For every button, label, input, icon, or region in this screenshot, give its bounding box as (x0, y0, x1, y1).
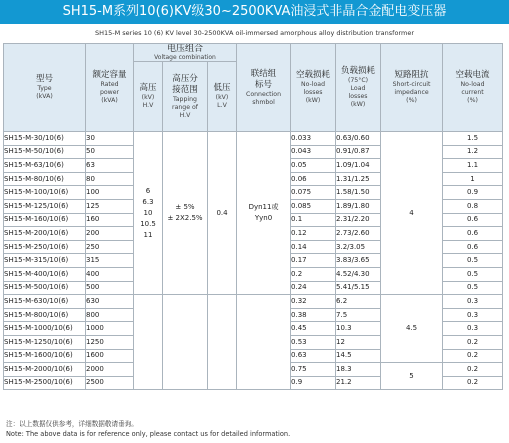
cell-power: 125 (86, 199, 134, 213)
cell-noload-loss: 0.9 (291, 376, 336, 390)
tap-blank (163, 295, 208, 390)
cell-model: SH15-M-200/10(6) (4, 227, 86, 241)
cell-noload-current: 0.3 (443, 308, 503, 322)
cell-power: 315 (86, 254, 134, 268)
table-row (4, 132, 503, 146)
cell-noload-current: 1.5 (443, 132, 503, 146)
cell-load-loss: 3.83/3.65 (336, 254, 381, 268)
cell-noload-loss: 0.24 (291, 281, 336, 295)
cell-noload-current: 0.5 (443, 254, 503, 268)
cell-load-loss: 5.41/5.15 (336, 281, 381, 295)
connection-symbol: Dyn11或 Yyn0 (237, 132, 291, 295)
cell-load-loss: 21.2 (336, 376, 381, 390)
cell-power: 2000 (86, 363, 134, 377)
cell-noload-loss: 0.05 (291, 159, 336, 173)
cell-noload-loss: 0.033 (291, 132, 336, 146)
cell-load-loss: 6.2 (336, 295, 381, 309)
cell-load-loss: 10.3 (336, 322, 381, 336)
cell-power: 800 (86, 308, 134, 322)
cell-power: 30 (86, 132, 134, 146)
cell-model: SH15-M-315/10(6) (4, 254, 86, 268)
cell-model: SH15-M-160/10(6) (4, 213, 86, 227)
cell-noload-current: 0.5 (443, 281, 503, 295)
cell-noload-current: 0.5 (443, 267, 503, 281)
cell-noload-current: 0.2 (443, 376, 503, 390)
cell-model: SH15-M-250/10(6) (4, 240, 86, 254)
cell-model: SH15-M-500/10(6) (4, 281, 86, 295)
cell-noload-loss: 0.14 (291, 240, 336, 254)
cell-load-loss: 1.09/1.04 (336, 159, 381, 173)
cell-power: 160 (86, 213, 134, 227)
hv-values: 6 6.3 10 10.5 11 (134, 132, 163, 295)
cell-load-loss: 4.52/4.30 (336, 267, 381, 281)
cell-load-loss: 1.89/1.80 (336, 199, 381, 213)
footnote (6, 419, 506, 439)
cell-model: SH15-M-800/10(6) (4, 308, 86, 322)
cell-noload-loss: 0.45 (291, 322, 336, 336)
cell-noload-current: 0.2 (443, 349, 503, 363)
cell-noload-current: 1 (443, 172, 503, 186)
table-row (4, 295, 503, 309)
cell-model: SH15-M-1000/10(6) (4, 322, 86, 336)
cell-load-loss: 1.58/1.50 (336, 186, 381, 200)
cell-model: SH15-M-2500/10(6) (4, 376, 86, 390)
lv-blank (208, 295, 237, 390)
cell-noload-current: 0.3 (443, 322, 503, 336)
col-header-load-loss: 负载损耗 (75°C) Load losses (kW) (336, 44, 381, 132)
col-header-hv: 高压 (kV) H.V (134, 62, 163, 132)
cell-noload-loss: 0.17 (291, 254, 336, 268)
cell-noload-current: 0.2 (443, 335, 503, 349)
footnote-en: Note: The above data is for reference only, please contact us for detailed information. (6, 430, 291, 438)
tap-range-values: ± 5% ± 2X2.5% (163, 132, 208, 295)
cell-noload-current: 0.6 (443, 227, 503, 241)
cell-noload-current: 0.6 (443, 213, 503, 227)
col-header-connection: 联结组 标号 Connection shmbol (237, 44, 291, 132)
cell-load-loss: 18.3 (336, 363, 381, 377)
cell-power: 63 (86, 159, 134, 173)
cell-model: SH15-M-1250/10(6) (4, 335, 86, 349)
cell-model: SH15-M-63/10(6) (4, 159, 86, 173)
cell-model: SH15-M-125/10(6) (4, 199, 86, 213)
cell-power: 1000 (86, 322, 134, 336)
connection-blank (237, 295, 291, 390)
cell-power: 630 (86, 295, 134, 309)
cell-noload-current: 0.2 (443, 363, 503, 377)
cell-noload-current: 0.3 (443, 295, 503, 309)
cell-noload-current: 0.9 (443, 186, 503, 200)
cell-noload-loss: 0.1 (291, 213, 336, 227)
cell-noload-loss: 0.2 (291, 267, 336, 281)
spec-table-body (4, 132, 503, 390)
cell-model: SH15-M-400/10(6) (4, 267, 86, 281)
cell-power: 80 (86, 172, 134, 186)
cell-power: 50 (86, 145, 134, 159)
cell-power: 1600 (86, 349, 134, 363)
impedance-group-b: 4.5 (381, 295, 443, 363)
cell-load-loss: 2.73/2.60 (336, 227, 381, 241)
lv-value: 0.4 (208, 132, 237, 295)
cell-model: SH15-M-80/10(6) (4, 172, 86, 186)
page-title: SH15-M系列10(6)KV级30~2500KVA油浸式非晶合金配电变压器 (0, 0, 509, 24)
cell-noload-loss: 0.085 (291, 199, 336, 213)
hv-blank (134, 295, 163, 390)
cell-load-loss: 7.5 (336, 308, 381, 322)
cell-power: 500 (86, 281, 134, 295)
impedance-group-a: 4 (381, 132, 443, 295)
cell-noload-current: 0.6 (443, 240, 503, 254)
spec-table (3, 43, 503, 390)
cell-model: SH15-M-30/10(6) (4, 132, 86, 146)
cell-power: 200 (86, 227, 134, 241)
cell-noload-loss: 0.63 (291, 349, 336, 363)
cell-model: SH15-M-2000/10(6) (4, 363, 86, 377)
col-header-power: 额定容量 Rated power (kVA) (86, 44, 134, 132)
col-header-lv: 低压 (kV) L.V (208, 62, 237, 132)
cell-noload-loss: 0.075 (291, 186, 336, 200)
cell-load-loss: 14.5 (336, 349, 381, 363)
cell-noload-loss: 0.75 (291, 363, 336, 377)
cell-noload-loss: 0.043 (291, 145, 336, 159)
cell-noload-loss: 0.38 (291, 308, 336, 322)
col-header-voltage-group: 电压组合 Voltage combination (134, 44, 237, 62)
cell-power: 100 (86, 186, 134, 200)
cell-noload-current: 0.8 (443, 199, 503, 213)
cell-load-loss: 0.63/0.60 (336, 132, 381, 146)
cell-noload-loss: 0.32 (291, 295, 336, 309)
cell-load-loss: 12 (336, 335, 381, 349)
cell-load-loss: 0.91/0.87 (336, 145, 381, 159)
col-header-noload-current: 空载电流 No-load current (%) (443, 44, 503, 132)
col-header-impedance: 短路阻抗 Short-circuit impedance (%) (381, 44, 443, 132)
cell-model: SH15-M-630/10(6) (4, 295, 86, 309)
cell-power: 2500 (86, 376, 134, 390)
cell-load-loss: 2.31/2.20 (336, 213, 381, 227)
cell-noload-current: 1.2 (443, 145, 503, 159)
col-header-tap: 高压分 接范围 Tapping range of H.V (163, 62, 208, 132)
cell-noload-loss: 0.06 (291, 172, 336, 186)
cell-load-loss: 3.2/3.05 (336, 240, 381, 254)
impedance-group-c: 5 (381, 363, 443, 390)
cell-model: SH15-M-1600/10(6) (4, 349, 86, 363)
cell-noload-current: 1.1 (443, 159, 503, 173)
cell-noload-loss: 0.12 (291, 227, 336, 241)
cell-model: SH15-M-100/10(6) (4, 186, 86, 200)
cell-power: 1250 (86, 335, 134, 349)
cell-load-loss: 1.31/1.25 (336, 172, 381, 186)
cell-power: 400 (86, 267, 134, 281)
col-header-model: 型号 Type (kVA) (4, 44, 86, 132)
footnote-zh: 注：以上数据仅供参考，详细数据敬请垂询。 (6, 420, 138, 428)
cell-power: 250 (86, 240, 134, 254)
col-header-noload-loss: 空载损耗 No-load losses (kW) (291, 44, 336, 132)
cell-noload-loss: 0.53 (291, 335, 336, 349)
page-subtitle: SH15-M series 10 (6) KV level 30-2500KVA oil-immersed amorphous alloy distribution transformer (94, 29, 415, 37)
cell-model: SH15-M-50/10(6) (4, 145, 86, 159)
